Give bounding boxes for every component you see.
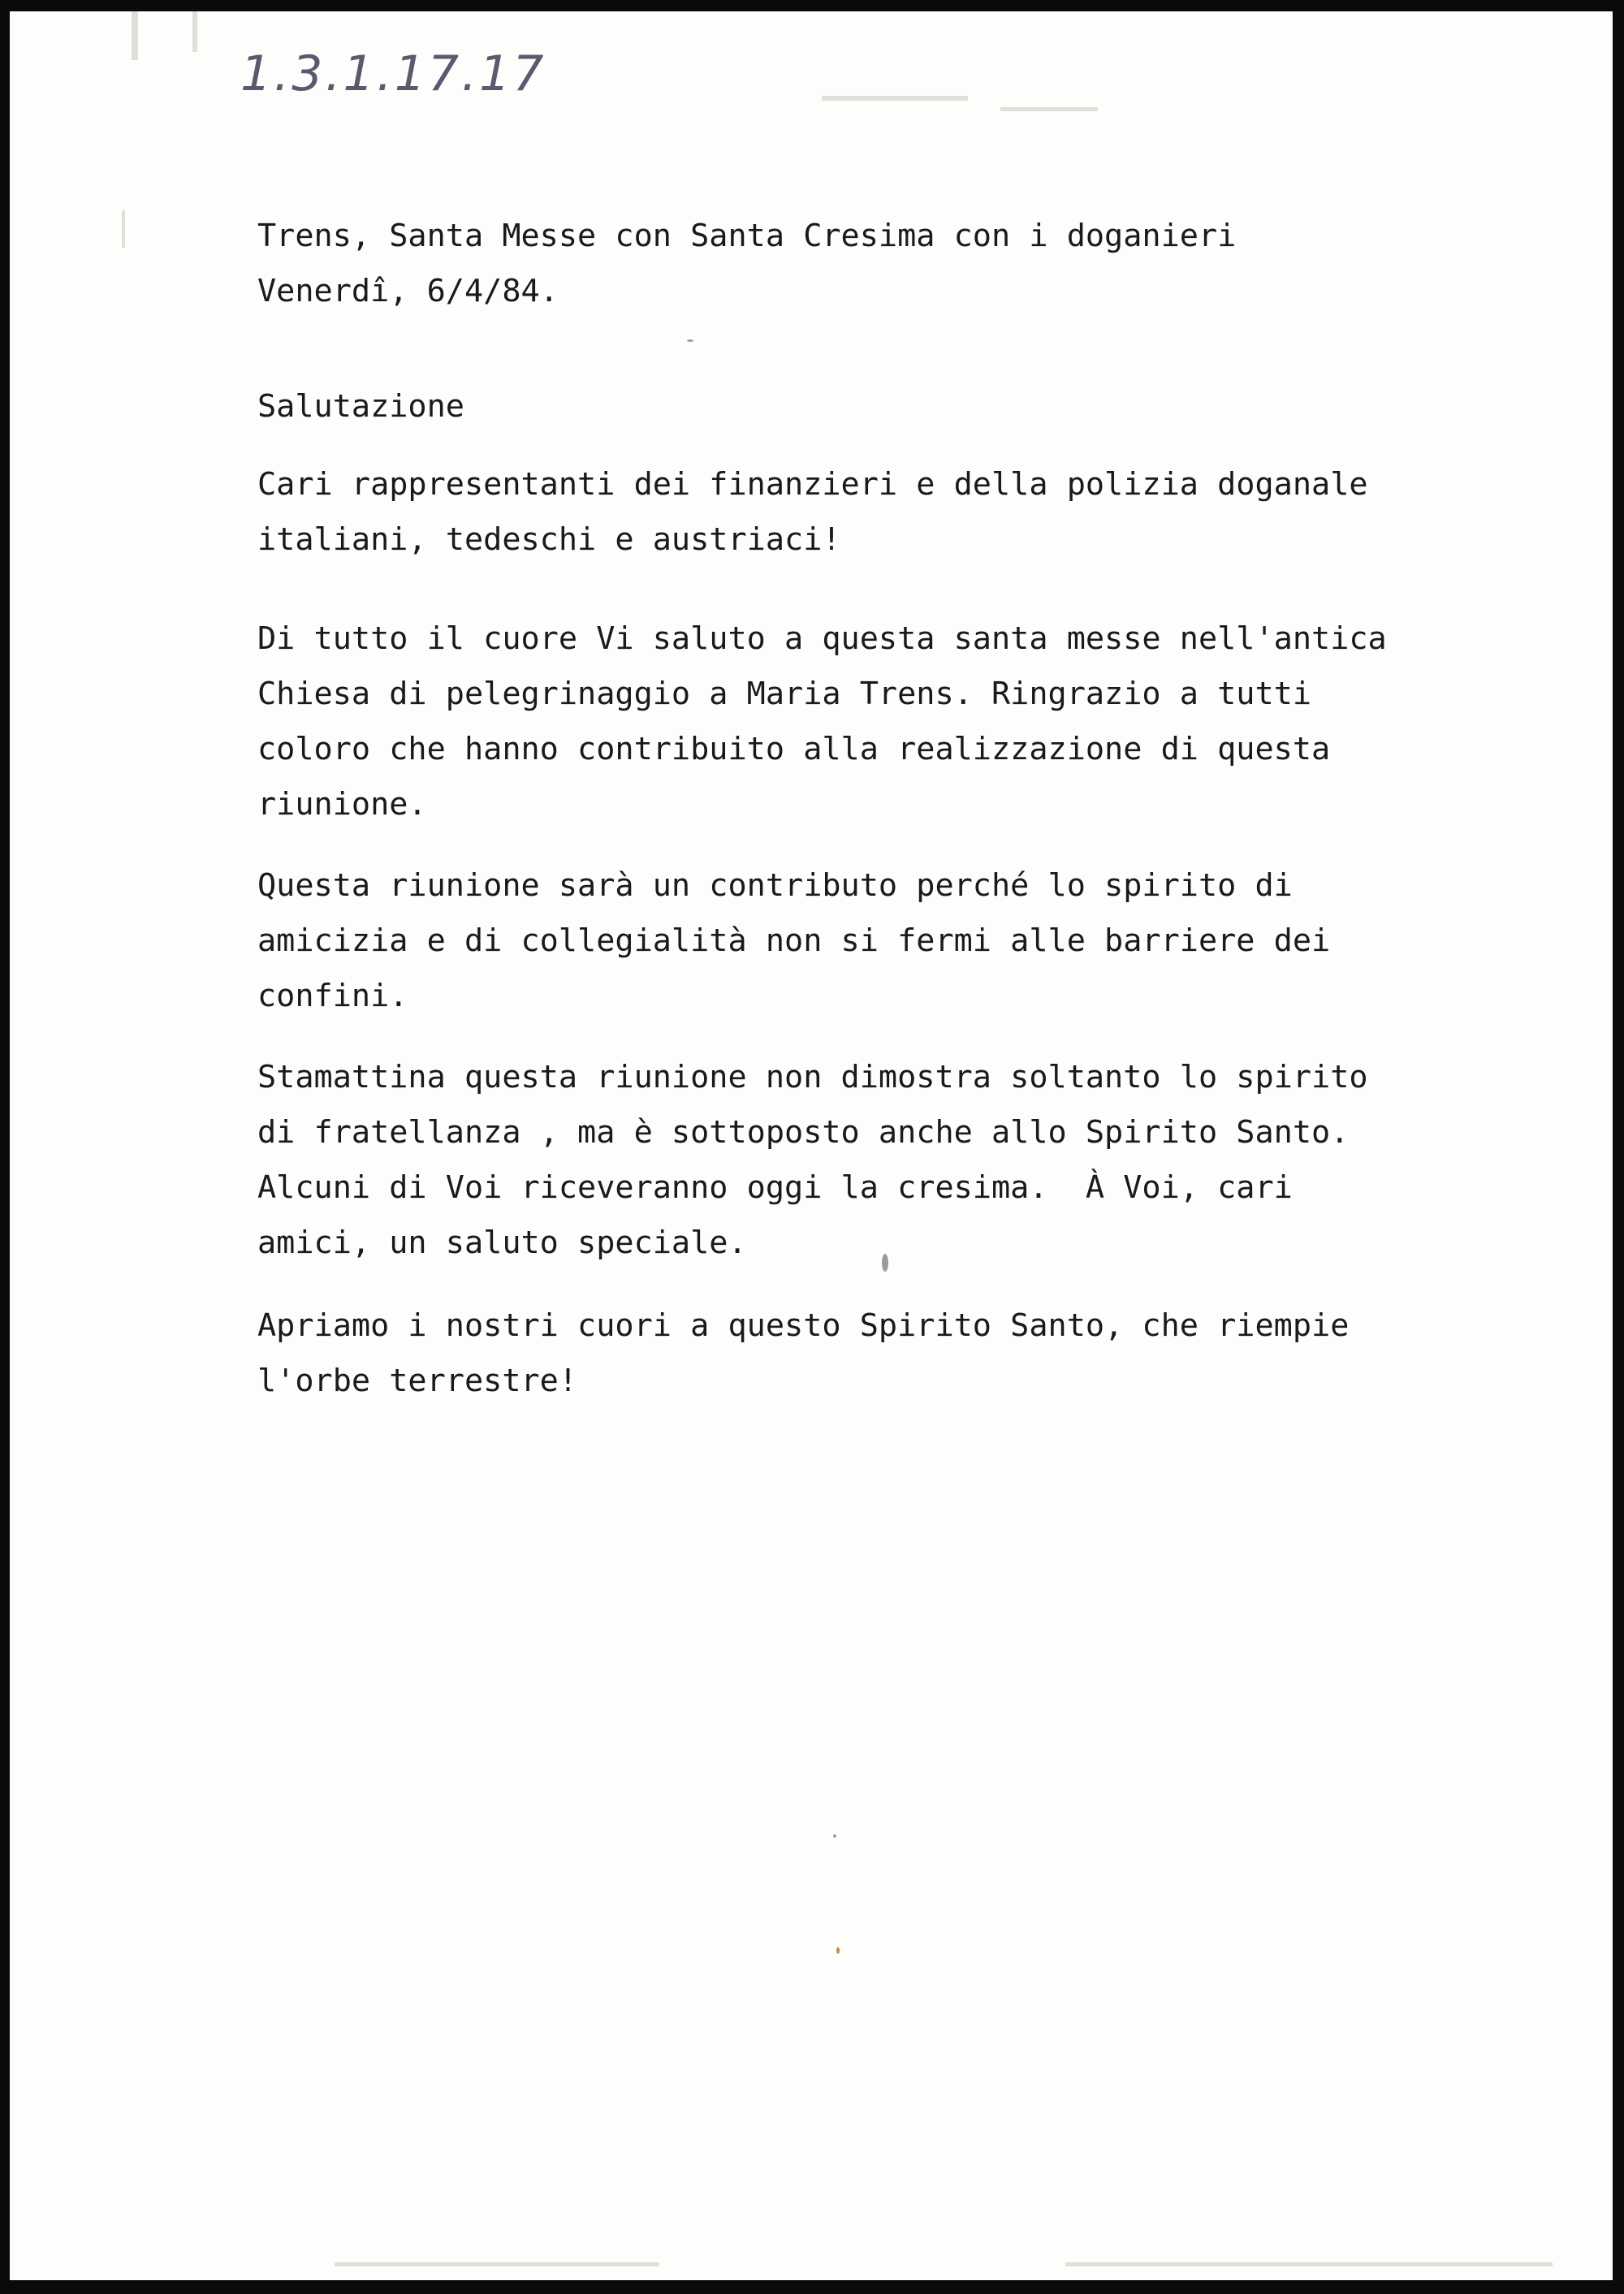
paragraph-line: italiani, tedeschi e austriaci! [257,521,841,558]
paragraph-line: confini. [257,978,408,1014]
paragraph-line: Di tutto il cuore Vi saluto a questa santa messe nell'antica [257,620,1387,657]
paragraph-line: coloro che hanno contribuito alla realizzazione di questa [257,731,1331,767]
paragraph-line: di fratellanza , ma è sottoposto anche allo Spirito Santo. [257,1114,1350,1151]
scan-smudge [1000,107,1098,111]
scan-smudge [122,210,125,248]
paragraph-line: Chiesa di pelegrinaggio a Maria Trens. Ringrazio a tutti [257,676,1312,712]
paragraph-line: amici, un saluto speciale. [257,1225,747,1261]
scan-smudge [822,96,968,101]
ink-speck [687,339,693,342]
document-heading-line-2: Venerdî, 6/4/84. [257,273,559,309]
scan-smudge [132,11,138,60]
paragraph-line: Alcuni di Voi riceveranno oggi la cresima. À Voi, cari [257,1169,1293,1206]
paragraph-line: Apriamo i nostri cuori a questo Spirito Santo, che riempie [257,1307,1350,1344]
paragraph-line: riunione. [257,786,427,823]
archive-number: 1.3.1.17.17 [240,45,546,102]
ink-speck [836,1947,840,1954]
paragraph-line: Stamattina questa riunione non dimostra soltanto lo spirito [257,1059,1368,1095]
paragraph-line: Questa riunione sarà un contributo perché lo spirito di [257,867,1293,904]
ink-speck [882,1254,888,1272]
section-title: Salutazione [257,388,464,425]
document-page [10,11,1613,2280]
paragraph-line: amicizia e di collegialità non si fermi alle barriere dei [257,922,1331,959]
ink-speck [833,1834,836,1838]
scan-smudge [192,11,197,52]
document-heading-line-1: Trens, Santa Messe con Santa Cresima con i doganieri [257,218,1237,254]
scan-smudge [1065,2262,1553,2266]
paragraph-line: Cari rappresentanti dei finanzieri e della polizia doganale [257,466,1368,503]
scan-smudge [335,2262,659,2266]
paragraph-line: l'orbe terrestre! [257,1363,578,1399]
